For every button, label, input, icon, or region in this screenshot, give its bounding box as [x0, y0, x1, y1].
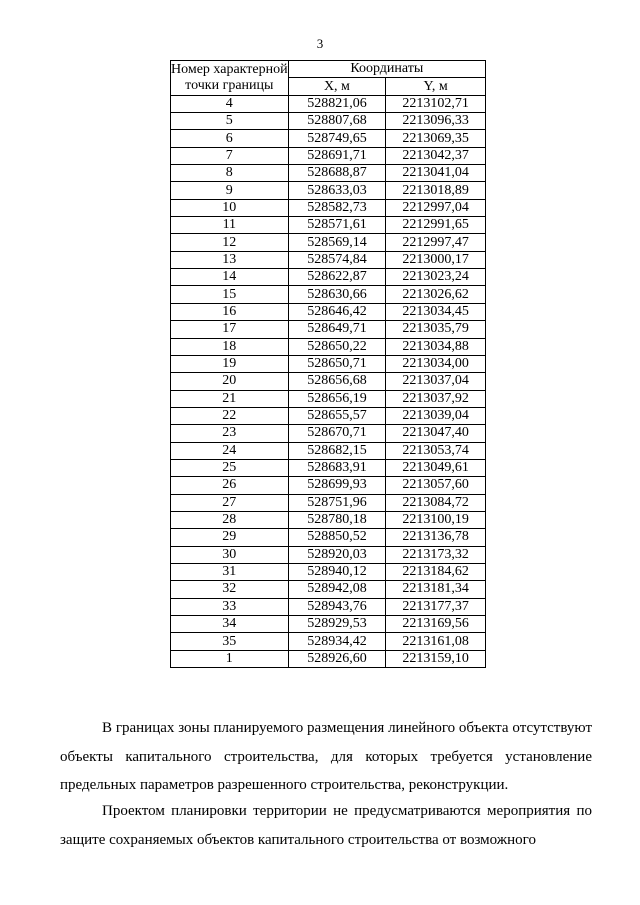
table-row: [171, 95, 486, 112]
y-coordinate-cell: 2213136,78: [386, 529, 486, 546]
x-coordinate-cell: 528691,71: [288, 147, 386, 164]
point-number-cell: 34: [171, 616, 289, 633]
y-coordinate-cell: 2213096,33: [386, 113, 486, 130]
y-coordinate-cell: 2213035,79: [386, 321, 486, 338]
table-row: [171, 633, 486, 650]
y-coordinate-cell: 2213047,40: [386, 425, 486, 442]
y-coordinate-cell: 2213039,04: [386, 407, 486, 424]
x-coordinate-cell: 528630,66: [288, 286, 386, 303]
table-row: [171, 338, 486, 355]
point-number-cell: 17: [171, 321, 289, 338]
point-number-cell: 16: [171, 303, 289, 320]
y-coordinate-cell: 2212991,65: [386, 217, 486, 234]
table-row: [171, 113, 486, 130]
x-coordinate-cell: 528940,12: [288, 563, 386, 580]
y-coordinate-cell: 2213034,00: [386, 355, 486, 372]
y-coordinate-cell: 2213057,60: [386, 477, 486, 494]
y-coordinate-cell: 2213173,32: [386, 546, 486, 563]
y-coordinate-cell: 2213023,24: [386, 269, 486, 286]
y-coordinate-cell: 2213049,61: [386, 459, 486, 476]
x-coordinate-cell: 528649,71: [288, 321, 386, 338]
x-coordinate-cell: 528656,19: [288, 390, 386, 407]
table-row: [171, 165, 486, 182]
point-number-cell: 14: [171, 269, 289, 286]
x-coordinate-cell: 528850,52: [288, 529, 386, 546]
x-coordinate-cell: 528926,60: [288, 650, 386, 667]
table-row: [171, 390, 486, 407]
table-row: [171, 321, 486, 338]
x-coordinate-cell: 528571,61: [288, 217, 386, 234]
y-coordinate-cell: 2213042,37: [386, 147, 486, 164]
point-number-cell: 24: [171, 442, 289, 459]
table-row: [171, 130, 486, 147]
y-coordinate-cell: 2213177,37: [386, 598, 486, 615]
y-coordinate-cell: 2213069,35: [386, 130, 486, 147]
point-number-cell: 10: [171, 199, 289, 216]
table-row: [171, 199, 486, 216]
x-coordinate-cell: 528633,03: [288, 182, 386, 199]
table-row: [171, 477, 486, 494]
x-coordinate-cell: 528751,96: [288, 494, 386, 511]
point-number-cell: 20: [171, 373, 289, 390]
table-row: [171, 511, 486, 528]
x-coordinate-cell: 528929,53: [288, 616, 386, 633]
y-coordinate-cell: 2213018,89: [386, 182, 486, 199]
x-coordinate-cell: 528749,65: [288, 130, 386, 147]
point-number-cell: 28: [171, 511, 289, 528]
x-coordinate-cell: 528699,93: [288, 477, 386, 494]
y-coordinate-cell: 2213161,08: [386, 633, 486, 650]
x-coordinate-cell: 528622,87: [288, 269, 386, 286]
point-number-cell: 13: [171, 251, 289, 268]
table-row: [171, 494, 486, 511]
point-number-cell: 12: [171, 234, 289, 251]
point-number-cell: 25: [171, 459, 289, 476]
table-row: [171, 546, 486, 563]
point-number-cell: 11: [171, 217, 289, 234]
point-number-cell: 8: [171, 165, 289, 182]
point-number-cell: 23: [171, 425, 289, 442]
point-number-cell: 7: [171, 147, 289, 164]
table-row: [171, 373, 486, 390]
y-coordinate-cell: 2213169,56: [386, 616, 486, 633]
y-coordinate-cell: 2213053,74: [386, 442, 486, 459]
table-row: [171, 286, 486, 303]
point-number-cell: 15: [171, 286, 289, 303]
y-coordinate-cell: 2213000,17: [386, 251, 486, 268]
table-row: [171, 182, 486, 199]
point-number-cell: 19: [171, 355, 289, 372]
table-row: [171, 459, 486, 476]
x-coordinate-cell: 528650,71: [288, 355, 386, 372]
x-coordinate-cell: 528646,42: [288, 303, 386, 320]
y-coordinate-cell: 2213034,88: [386, 338, 486, 355]
x-coordinate-cell: 528655,57: [288, 407, 386, 424]
point-number-cell: 21: [171, 390, 289, 407]
point-number-cell: 22: [171, 407, 289, 424]
x-coordinate-cell: 528656,68: [288, 373, 386, 390]
point-number-cell: 6: [171, 130, 289, 147]
y-coordinate-cell: 2212997,04: [386, 199, 486, 216]
y-coordinate-cell: 2213084,72: [386, 494, 486, 511]
table-row: [171, 650, 486, 667]
y-coordinate-cell: 2213041,04: [386, 165, 486, 182]
y-coordinate-cell: 2213159,10: [386, 650, 486, 667]
point-number-cell: 9: [171, 182, 289, 199]
table-row: [171, 425, 486, 442]
table-row: [171, 269, 486, 286]
y-coordinate-cell: 2212997,47: [386, 234, 486, 251]
y-coordinate-cell: 2213100,19: [386, 511, 486, 528]
x-coordinate-cell: 528574,84: [288, 251, 386, 268]
table-row: [171, 598, 486, 615]
y-coordinate-cell: 2213026,62: [386, 286, 486, 303]
x-coordinate-cell: 528569,14: [288, 234, 386, 251]
x-coordinate-cell: 528807,68: [288, 113, 386, 130]
x-coordinate-cell: 528943,76: [288, 598, 386, 615]
point-number-cell: 31: [171, 563, 289, 580]
header-y: Y, м: [386, 78, 486, 95]
table-row: [171, 407, 486, 424]
y-coordinate-cell: 2213184,62: [386, 563, 486, 580]
y-coordinate-cell: 2213181,34: [386, 581, 486, 598]
table-row: [171, 529, 486, 546]
point-number-cell: 29: [171, 529, 289, 546]
table-row: [171, 442, 486, 459]
x-coordinate-cell: 528683,91: [288, 459, 386, 476]
x-coordinate-cell: 528682,15: [288, 442, 386, 459]
table-row: [171, 563, 486, 580]
table-row: [171, 616, 486, 633]
x-coordinate-cell: 528934,42: [288, 633, 386, 650]
y-coordinate-cell: 2213037,92: [386, 390, 486, 407]
x-coordinate-cell: 528670,71: [288, 425, 386, 442]
paragraph-protection-measures: Проектом планировки территории не предусматриваются мероприятия по защите сохраняемых объектов капитального строительства от возможного: [60, 803, 592, 848]
x-coordinate-cell: 528688,87: [288, 165, 386, 182]
point-number-cell: 26: [171, 477, 289, 494]
x-coordinate-cell: 528780,18: [288, 511, 386, 528]
point-number-cell: 35: [171, 633, 289, 650]
point-number-cell: 33: [171, 598, 289, 615]
point-number-cell: 18: [171, 338, 289, 355]
point-number-cell: 27: [171, 494, 289, 511]
coordinates-table: [170, 60, 486, 668]
paragraph-objects-absent: В границах зоны планируемого размещения линейного объекта отсутствуют объекты капитального строительства, для которых требуется установление предельных параметров разрешенного строительства, реконструкции.: [60, 720, 592, 793]
y-coordinate-cell: 2213037,04: [386, 373, 486, 390]
table-row: [171, 303, 486, 320]
y-coordinate-cell: 2213102,71: [386, 95, 486, 112]
table-row: [171, 217, 486, 234]
x-coordinate-cell: 528920,03: [288, 546, 386, 563]
point-number-cell: 30: [171, 546, 289, 563]
table-row: [171, 234, 486, 251]
point-number-cell: 1: [171, 650, 289, 667]
page-number: 3: [316, 36, 324, 51]
x-coordinate-cell: 528582,73: [288, 199, 386, 216]
x-coordinate-cell: 528942,08: [288, 581, 386, 598]
x-coordinate-cell: 528821,06: [288, 95, 386, 112]
x-coordinate-cell: 528650,22: [288, 338, 386, 355]
header-coordinates: Координаты: [288, 61, 485, 78]
header-point-number: Номер характерной точки границы: [171, 61, 289, 96]
table-row: [171, 147, 486, 164]
point-number-cell: 5: [171, 113, 289, 130]
table-row: [171, 251, 486, 268]
coordinates-table-body: [171, 95, 486, 667]
point-number-cell: 32: [171, 581, 289, 598]
y-coordinate-cell: 2213034,45: [386, 303, 486, 320]
table-row: [171, 355, 486, 372]
point-number-cell: 4: [171, 95, 289, 112]
table-row: [171, 581, 486, 598]
header-x: X, м: [288, 78, 386, 95]
